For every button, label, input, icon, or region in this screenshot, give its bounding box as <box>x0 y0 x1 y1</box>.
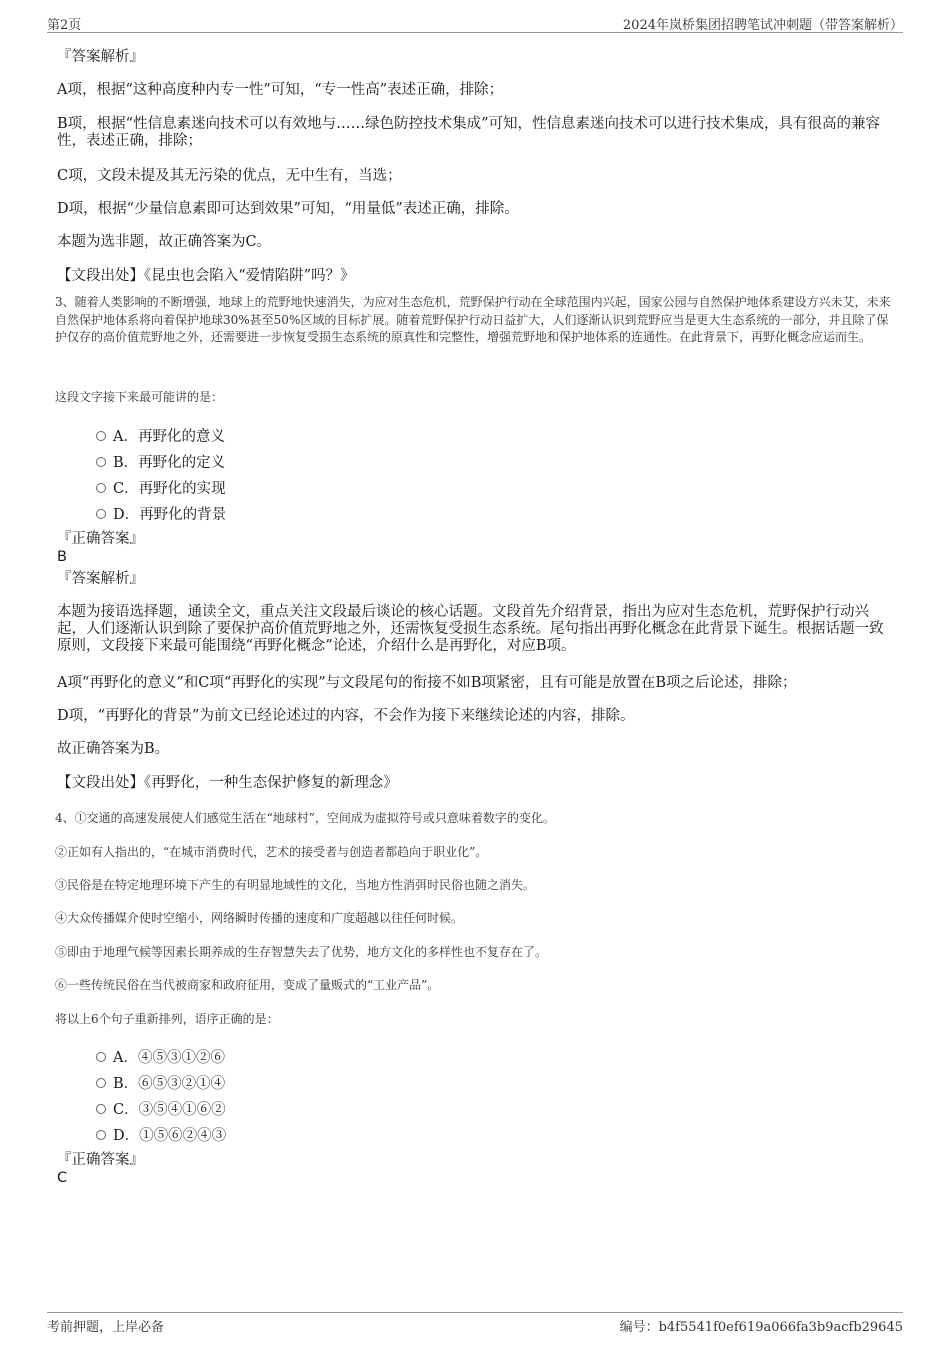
q3-analysis-heading: 『答案解析』 <box>57 571 144 587</box>
q4-sentence: ②正如有人指出的，“在城市消费时代，艺术的接受者与创造者都趋向于职业化”。 <box>55 845 488 859</box>
q3-source: 【文段出处】《再野化，一种生态保护修复的新理念》 <box>57 775 398 791</box>
radio-icon[interactable] <box>96 431 106 441</box>
q3-stem: 3、随着人类影响的不断增强，地球上的荒野地快速消失，为应对生态危机，荒野保护行动在全球范围内兴起，国家公园与自然保护地体系建设方兴未艾，未来自然保护地体系将向着保护地球30%甚至50%区域的目标扩展。随着荒野保护行动日益扩大，人们逐渐认识到荒野应当是更大生态系统的一部分，并且除了保护仅存的高价值荒野地之外，还需要进一步恢复受损生态系统的原真性和完整性，增强荒野地和保护地体系的连通性。在此背景下，再野化概念应运而生。 <box>55 295 891 344</box>
q4-question: 将以上6个句子重新排列，语序正确的是： <box>55 1012 279 1026</box>
q3-question: 这段文字接下来最可能讲的是： <box>55 390 224 404</box>
page-footer <box>47 1312 903 1334</box>
q4-sentence: ⑥一些传统民俗在当代被商家和政府征用，变成了量贩式的“工业产品”。 <box>55 978 440 992</box>
q4-option-d[interactable]: D．①⑤⑥②④③ <box>96 1124 226 1145</box>
footer-slogan: 考前押题，上岸必备 <box>47 1320 165 1335</box>
document-title: 2024年岚桥集团招聘笔试冲刺题（带答案解析） <box>622 18 903 33</box>
q2-analysis-heading: 『答案解析』 <box>57 49 144 65</box>
q2-analysis-d: D项，根据“少量信息素即可达到效果”可知，“用量低”表述正确，排除。 <box>57 201 519 217</box>
q3-option-d[interactable]: D．再野化的背景 <box>96 503 226 524</box>
q4-option-b[interactable]: B．⑥⑤③②①④ <box>96 1072 225 1093</box>
page-number: 第2页 <box>47 18 82 33</box>
q4-sentence: 4、①交通的高速发展使人们感觉生活在“地球村”，空间成为虚拟符号或只意味着数字的变化。 <box>55 811 555 825</box>
q3-option-c[interactable]: C．再野化的实现 <box>96 477 226 498</box>
q2-analysis-c: C项，文段未提及其无污染的优点，无中生有，当选； <box>57 168 402 184</box>
radio-icon[interactable] <box>96 1130 106 1140</box>
q4-answer: C <box>57 1170 68 1186</box>
q3-option-b[interactable]: B．再野化的定义 <box>96 451 225 472</box>
radio-icon[interactable] <box>96 457 106 467</box>
document-code: 编号：b4f5541f0ef619a066fa3b9acfb29645 <box>619 1320 903 1335</box>
q3-answer: B <box>57 549 67 565</box>
radio-icon[interactable] <box>96 1078 106 1088</box>
q2-analysis-a: A项，根据“这种高度种内专一性”可知，“专一性高”表述正确，排除； <box>57 82 504 98</box>
q2-source: 【文段出处】《昆虫也会陷入“爱情陷阱”吗？》 <box>57 268 355 284</box>
q4-answer-heading: 『正确答案』 <box>57 1152 144 1168</box>
q3-analysis-d: D项，“再野化的背景”为前文已经论述过的内容，不会作为接下来继续论述的内容，排除。 <box>57 708 635 724</box>
q4-option-c[interactable]: C．③⑤④①⑥② <box>96 1098 226 1119</box>
radio-icon[interactable] <box>96 483 106 493</box>
q4-sentence: ③民俗是在特定地理环境下产生的有明显地域性的文化，当地方性消弭时民俗也随之消失。 <box>55 878 536 892</box>
radio-icon[interactable] <box>96 509 106 519</box>
q3-conclusion: 故正确答案为B。 <box>57 741 170 757</box>
q4-sentence: ⑤即由于地理气候等因素长期养成的生存智慧失去了优势，地方文化的多样性也不复存在了。 <box>55 945 548 959</box>
q3-analysis-ac: A项“再野化的意义”和C项“再野化的实现”与文段尾句的衔接不如B项紧密，且有可能是放置在B项之后论述，排除； <box>57 675 797 691</box>
q3-answer-heading: 『正确答案』 <box>57 531 144 547</box>
q3-analysis-main: 本题为接语选择题，通读全文，重点关注文段最后谈论的核心话题。文段首先介绍背景，指出为应对生态危机，荒野保护行动兴起，人们逐渐认识到除了要保护高价值荒野地之外，还需恢复受损生态系统。尾句指出再野化概念在此背景下诞生。根据话题一致原则，文段接下来最可能围绕“再野化概念”论述，介绍什么是再野化，对应B项。 <box>57 604 884 654</box>
q4-sentence: ④大众传播媒介使时空缩小，网络瞬时传播的速度和广度超越以往任何时候。 <box>55 911 464 925</box>
q2-analysis-b: B项，根据“性信息素迷向技术可以有效地与……绿色防控技术集成”可知，性信息素迷向技术可以进行技术集成，具有很高的兼容性，表述正确，排除； <box>57 116 880 149</box>
q4-option-a[interactable]: A．④⑤③①②⑥ <box>96 1046 225 1067</box>
radio-icon[interactable] <box>96 1052 106 1062</box>
q2-conclusion: 本题为选非题，故正确答案为C。 <box>57 234 272 250</box>
q3-option-a[interactable]: A．再野化的意义 <box>96 425 225 446</box>
page-header <box>47 14 903 33</box>
radio-icon[interactable] <box>96 1104 106 1114</box>
